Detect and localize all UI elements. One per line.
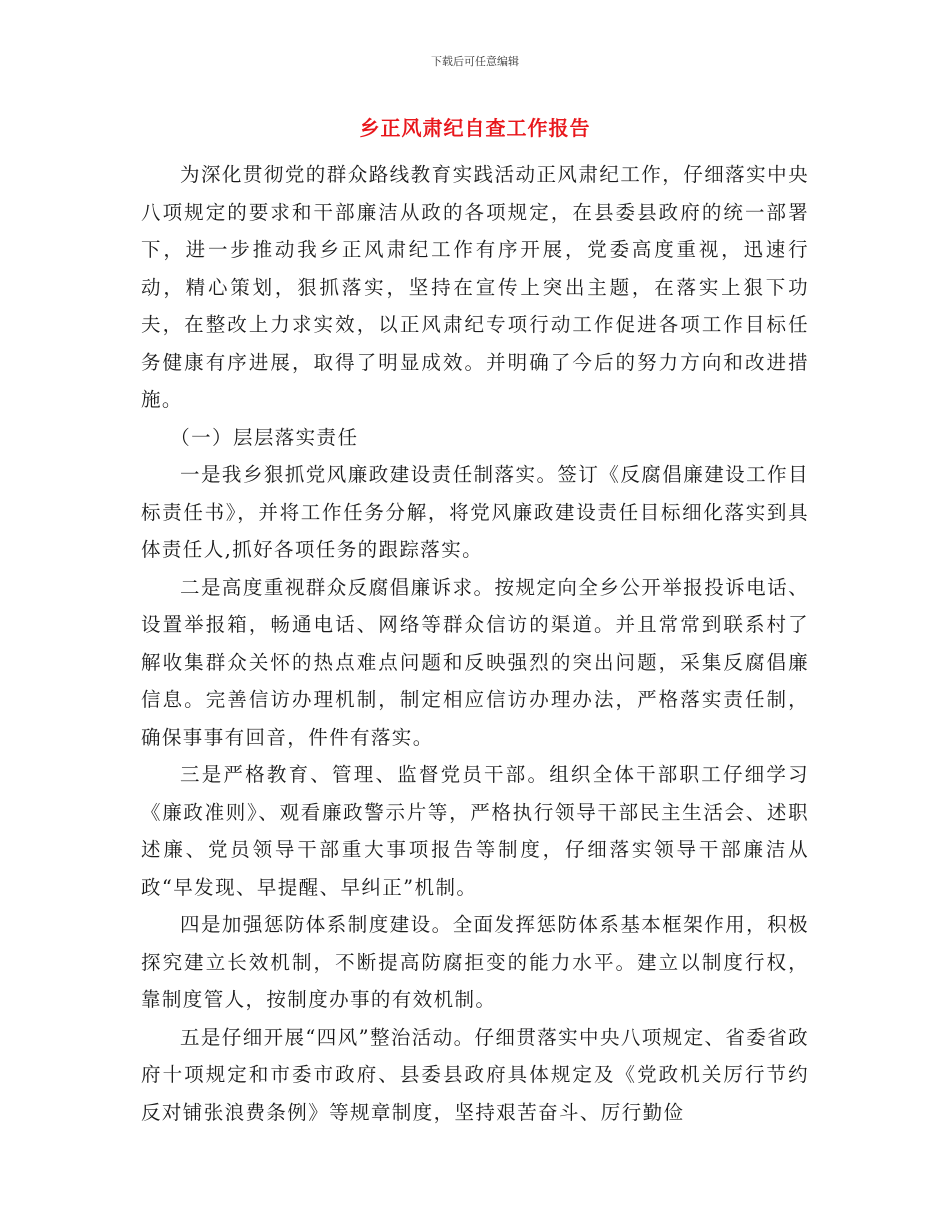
paragraph-item: 一是我乡狠抓党风廉政建设责任制落实。签订《反腐倡廉建设工作目标责任书》，并将工作任务分解，将党风廉政建设责任目标细化落实到具体责任人,抓好各项任务的跟踪落实。	[141, 463, 809, 561]
paragraph-item: 五是仔细开展“四风”整治活动。仔细贯落实中央八项规定、省委省政府十项规定和市委市政府、县委县政府具体规定及《党政机关厉行节约反对铺张浪费条例》等规章制度，坚持艰苦奋斗、厉行勤俭	[141, 1025, 809, 1124]
section-heading: （一）层层落实责任	[170, 425, 359, 449]
page-header-note: 下载后可任意编辑	[431, 55, 519, 68]
document-body	[141, 156, 809, 1131]
paragraph-item: 三是严格教育、管理、监督党员干部。组织全体干部职工仔细学习《廉政准则》、观看廉政警示片等，严格执行领导干部民主生活会、述职述廉、党员领导干部重大事项报告等制度，仔细落实领导干部廉洁从政“早发现、早提醒、早纠正”机制。	[141, 763, 809, 899]
paragraph-item: 四是加强惩防体系制度建设。全面发挥惩防体系基本框架作用，积极探究建立长效机制，不断提高防腐拒变的能力水平。建立以制度行权，靠制度管人，按制度办事的有效机制。	[141, 913, 809, 1011]
document-title: 乡正风肃纪自查工作报告	[359, 116, 591, 140]
intro-paragraph: 为深化贯彻党的群众路线教育实践活动正风肃纪工作，仔细落实中央八项规定的要求和干部廉洁从政的各项规定，在县委县政府的统一部署下，进一步推动我乡正风肃纪工作有序开展，党委高度重视，迅速行动，精心策划，狠抓落实，坚持在宣传上突出主题，在落实上狠下功夫，在整改上力求实效，以正风肃纪专项行动工作促进各项工作目标任务健康有序进展，取得了明显成效。并明确了今后的努力方向和改进措施。	[141, 163, 809, 411]
paragraph-item: 二是高度重视群众反腐倡廉诉求。按规定向全乡公开举报投诉电话、设置举报箱，畅通电话、网络等群众信访的渠道。并且常常到联系村了解收集群众关怀的热点难点问题和反映强烈的突出问题，采集反腐倡廉信息。完善信访办理机制，制定相应信访办理办法，严格落实责任制，确保事事有回音，件件有落实。	[141, 575, 809, 749]
